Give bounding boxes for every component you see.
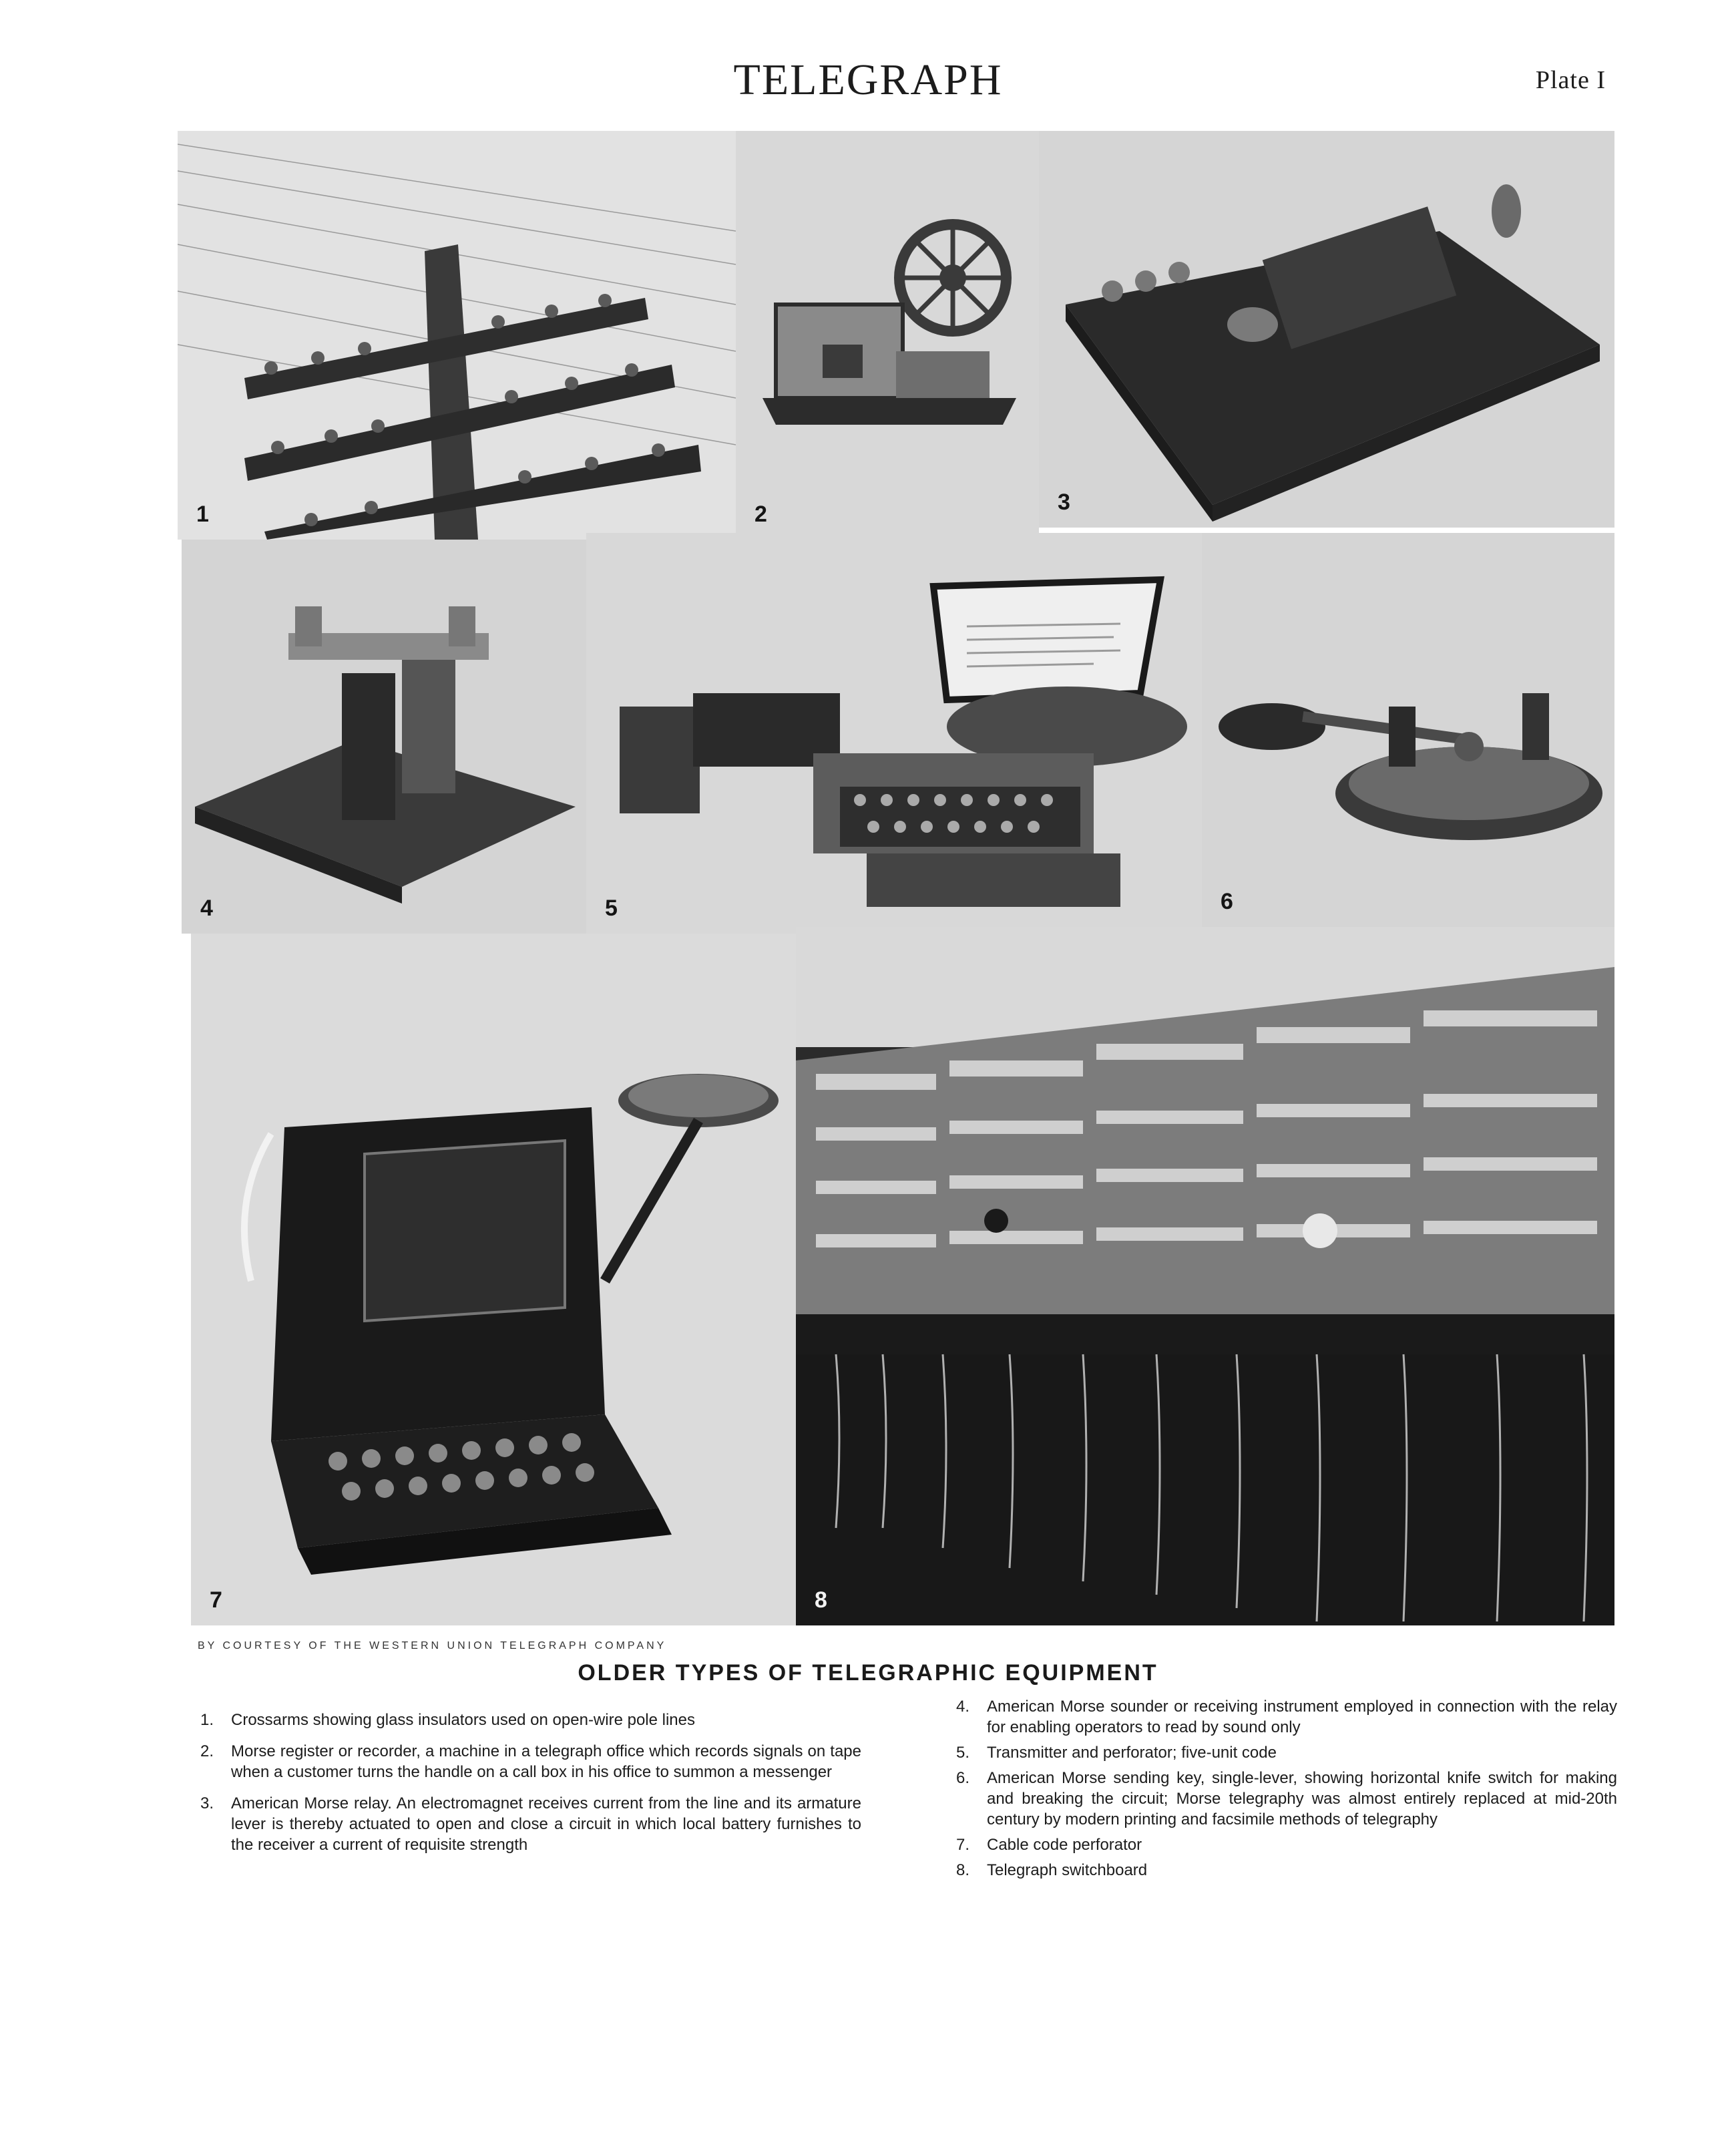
caption-number: 5.	[956, 1744, 970, 1762]
caption-number: 2.	[200, 1742, 214, 1760]
switchboard-illustration	[796, 927, 1614, 1625]
caption-entry	[956, 1860, 1617, 1881]
crossarms-illustration	[178, 131, 736, 540]
caption-text: American Morse sending key, single-lever, showing horizontal knife switch for making and breaking the circuit; Morse telegraphy was almost entirely replaced at mid-20th century by modern printing and facsimile methods of telegraphy	[987, 1769, 1617, 1828]
photo-4-morse-sounder	[182, 540, 586, 934]
photo-number: 4	[200, 896, 213, 921]
sounder-illustration	[182, 540, 586, 934]
photo-number: 6	[1221, 889, 1233, 914]
caption-entry	[956, 1742, 1617, 1763]
plate-label: Plate I	[1535, 66, 1606, 94]
caption-title: OLDER TYPES OF TELEGRAPHIC EQUIPMENT	[578, 1660, 1158, 1686]
caption-entry	[956, 1768, 1617, 1830]
caption-entry	[200, 1741, 861, 1782]
captions-left-column	[200, 1710, 861, 1866]
caption-text: American Morse relay. An electromagnet receives current from the line and its armature lever is thereby actuated to open and close a circuit in which local battery furnishes to the receiver a current of requisite strength	[231, 1794, 861, 1854]
photo-number: 5	[605, 896, 618, 921]
caption-number: 1.	[200, 1711, 214, 1729]
caption-text: Morse register or recorder, a machine in a telegraph office which records signals on tape when a customer turns the handle on a call box in his office to summon a messenger	[231, 1742, 861, 1781]
caption-text: Transmitter and perforator; five-unit code	[987, 1744, 1277, 1762]
caption-number: 8.	[956, 1861, 970, 1879]
caption-text: Cable code perforator	[987, 1836, 1142, 1854]
photo-number: 3	[1058, 490, 1070, 515]
photo-6-sending-key	[1202, 533, 1614, 927]
caption-number: 7.	[956, 1836, 970, 1854]
caption-entry	[200, 1710, 861, 1730]
photo-8-telegraph-switchboard	[796, 927, 1614, 1625]
morse-register-illustration	[736, 131, 1039, 540]
caption-number: 4.	[956, 1698, 970, 1716]
caption-text: Crossarms showing glass insulators used on open-wire pole lines	[231, 1711, 696, 1729]
photo-number: 8	[815, 1587, 827, 1613]
photo-7-cable-code-perforator	[191, 934, 796, 1625]
caption-text: American Morse sounder or receiving instrument employed in connection with the relay for enabling operators to read by sound only	[987, 1698, 1617, 1736]
photo-2-morse-register	[736, 131, 1039, 540]
transmitter-illustration	[586, 533, 1202, 934]
photo-number: 7	[210, 1587, 222, 1613]
photo-number: 1	[196, 502, 209, 527]
caption-number: 3.	[200, 1794, 214, 1812]
page-title: TELEGRAPH	[733, 55, 1003, 104]
photo-number: 2	[754, 502, 767, 527]
perforator-illustration	[191, 934, 796, 1625]
caption-entry	[956, 1834, 1617, 1855]
caption-text: Telegraph switchboard	[987, 1861, 1148, 1879]
captions-right-column	[956, 1696, 1617, 1885]
sending-key-illustration	[1202, 533, 1614, 927]
photo-3-morse-relay	[1039, 131, 1614, 528]
morse-relay-illustration	[1039, 131, 1614, 528]
photo-5-transmitter-perforator	[586, 533, 1202, 934]
caption-number: 6.	[956, 1769, 970, 1787]
caption-entry	[956, 1696, 1617, 1738]
photo-credit: BY COURTESY OF THE WESTERN UNION TELEGRAPH COMPANY	[198, 1640, 667, 1651]
caption-entry	[200, 1793, 861, 1855]
photo-1-crossarms	[178, 131, 736, 540]
